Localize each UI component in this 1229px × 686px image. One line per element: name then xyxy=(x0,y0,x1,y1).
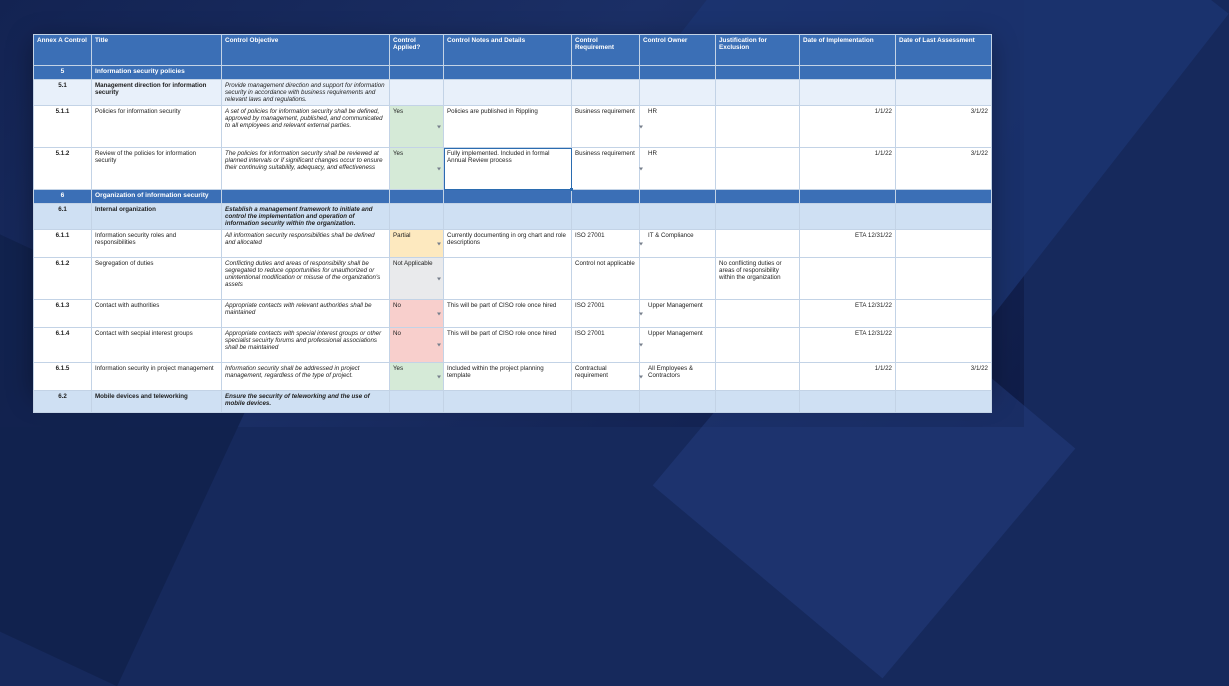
cell-control-owner[interactable] xyxy=(640,363,716,391)
spreadsheet-sheet[interactable] xyxy=(33,34,991,407)
cell-control-applied-dropdown[interactable] xyxy=(390,300,444,328)
cell-control-applied-dropdown[interactable] xyxy=(390,106,444,148)
cell-control-notes[interactable]: Currently documenting in org chart and role descriptions xyxy=(444,230,572,258)
chevron-down-icon[interactable] xyxy=(639,125,643,128)
cell-control-applied-dropdown[interactable] xyxy=(390,258,444,300)
cell-control-applied-dropdown[interactable] xyxy=(390,328,444,363)
chevron-down-icon[interactable] xyxy=(437,312,441,315)
table-row[interactable] xyxy=(34,258,992,300)
cell-title[interactable]: Information security policies xyxy=(92,66,222,80)
column-header-control-objective[interactable]: Control Objective xyxy=(222,35,390,66)
control-owner-value: HR xyxy=(648,150,657,157)
cell-control-requirement[interactable]: ISO 27001 xyxy=(572,230,640,258)
control-owner-value: IT & Compliance xyxy=(648,232,694,239)
cell-title[interactable]: Management direction for information security xyxy=(92,80,222,106)
cell-date-of-last-assessment[interactable]: 3/1/22 xyxy=(896,148,992,190)
cell-control-notes[interactable] xyxy=(444,391,572,413)
chevron-down-icon[interactable] xyxy=(437,125,441,128)
control-owner-value: All Employees & Contractors xyxy=(648,365,694,379)
table-row[interactable] xyxy=(34,363,992,391)
cell-date-of-implementation[interactable]: 1/1/22 xyxy=(800,363,896,391)
cell-date-of-last-assessment[interactable]: 3/1/22 xyxy=(896,106,992,148)
cell-control-objective[interactable]: Information security shall be addressed in project management, regardless of the type of project. xyxy=(222,363,390,391)
cell-control-notes[interactable] xyxy=(444,66,572,80)
cell-justification-for-exclusion[interactable] xyxy=(716,363,800,391)
cell-justification-for-exclusion[interactable]: No conflicting duties or areas of responsibility within the organization xyxy=(716,258,800,300)
cell-control-owner[interactable] xyxy=(640,66,716,80)
cell-control-requirement[interactable] xyxy=(572,66,640,80)
cell-control-requirement[interactable] xyxy=(572,80,640,106)
cell-annex-control-number[interactable]: 6.1.3 xyxy=(34,300,92,328)
chevron-down-icon[interactable] xyxy=(437,277,441,280)
column-header-control-applied[interactable]: Control Applied? xyxy=(390,35,444,66)
column-header-control-owner[interactable]: Control Owner xyxy=(640,35,716,66)
cell-control-notes[interactable]: This will be part of CISO role once hired xyxy=(444,328,572,363)
column-header-date-of-implementation[interactable]: Date of Implementation xyxy=(800,35,896,66)
control-owner-value: HR xyxy=(648,108,657,115)
cell-control-applied-dropdown[interactable] xyxy=(390,230,444,258)
cell-title[interactable]: Information security in project management xyxy=(92,363,222,391)
chevron-down-icon[interactable] xyxy=(639,312,643,315)
cell-date-of-implementation[interactable]: ETA 12/31/22 xyxy=(800,300,896,328)
table-row[interactable] xyxy=(34,300,992,328)
cell-control-applied-dropdown[interactable] xyxy=(390,190,444,204)
cell-date-of-implementation[interactable] xyxy=(800,204,896,230)
cell-justification-for-exclusion[interactable] xyxy=(716,204,800,230)
chevron-down-icon[interactable] xyxy=(437,167,441,170)
chevron-down-icon[interactable] xyxy=(639,344,643,347)
table-row[interactable] xyxy=(34,391,992,413)
cell-annex-control-number[interactable]: 6.1 xyxy=(34,204,92,230)
cell-date-of-implementation[interactable]: 1/1/22 xyxy=(800,106,896,148)
control-owner-value: Upper Management xyxy=(648,330,703,337)
table-row[interactable] xyxy=(34,148,992,190)
cell-control-requirement[interactable] xyxy=(572,391,640,413)
cell-date-of-last-assessment[interactable]: 3/1/22 xyxy=(896,363,992,391)
cell-control-objective[interactable]: Appropriate contacts with relevant authorities shall be maintained xyxy=(222,300,390,328)
cell-control-owner[interactable] xyxy=(640,80,716,106)
cell-date-of-last-assessment[interactable] xyxy=(896,300,992,328)
column-header-control-notes[interactable]: Control Notes and Details xyxy=(444,35,572,66)
column-header-title[interactable]: Title xyxy=(92,35,222,66)
cell-date-of-last-assessment[interactable] xyxy=(896,258,992,300)
cell-control-objective[interactable]: The policies for information security shall be reviewed at planned intervals or if significant changes occur to ensure their continuing suitability, adequacy, and effectiveness xyxy=(222,148,390,190)
cell-date-of-last-assessment[interactable] xyxy=(896,328,992,363)
cell-date-of-last-assessment[interactable] xyxy=(896,230,992,258)
cell-control-applied-dropdown[interactable] xyxy=(390,391,444,413)
column-header-justification-for-exclusion[interactable]: Justification for Exclusion xyxy=(716,35,800,66)
control-applied-value: No xyxy=(393,330,401,337)
control-applied-value: Yes xyxy=(393,150,404,157)
cell-date-of-last-assessment[interactable] xyxy=(896,391,992,413)
cell-control-requirement[interactable] xyxy=(572,204,640,230)
cell-control-notes[interactable]: Included within the project planning template xyxy=(444,363,572,391)
cell-justification-for-exclusion[interactable] xyxy=(716,66,800,80)
column-header-date-of-last-assessment[interactable]: Date of Last Assessment xyxy=(896,35,992,66)
cell-control-objective[interactable]: Appropriate contacts with special interest groups or other specialist secuirty forums and professional associations shall be maintained xyxy=(222,328,390,363)
cell-control-applied-dropdown[interactable] xyxy=(390,66,444,80)
chevron-down-icon[interactable] xyxy=(639,242,643,245)
chevron-down-icon[interactable] xyxy=(639,375,643,378)
cell-justification-for-exclusion[interactable] xyxy=(716,106,800,148)
cell-control-objective[interactable]: Establish a management framework to initiate and control the implementation and operation of information security within the organization. xyxy=(222,204,390,230)
cell-justification-for-exclusion[interactable] xyxy=(716,230,800,258)
cell-control-notes[interactable] xyxy=(444,190,572,204)
cell-justification-for-exclusion[interactable] xyxy=(716,328,800,363)
cell-date-of-implementation[interactable]: 1/1/22 xyxy=(800,148,896,190)
cell-title[interactable]: Information security roles and responsibilities xyxy=(92,230,222,258)
control-applied-value: Not Applicable xyxy=(393,260,433,267)
cell-control-requirement[interactable]: ISO 27001 xyxy=(572,300,640,328)
cell-justification-for-exclusion[interactable] xyxy=(716,148,800,190)
cell-control-requirement[interactable]: Control not applicable xyxy=(572,258,640,300)
cell-date-of-implementation[interactable] xyxy=(800,66,896,80)
cell-control-applied-dropdown[interactable] xyxy=(390,80,444,106)
cell-control-applied-dropdown[interactable] xyxy=(390,363,444,391)
cell-title[interactable]: Contact with authorities xyxy=(92,300,222,328)
cell-annex-control-number[interactable]: 5 xyxy=(34,66,92,80)
chevron-down-icon[interactable] xyxy=(437,242,441,245)
cell-date-of-last-assessment[interactable] xyxy=(896,66,992,80)
control-owner-value: Upper Management xyxy=(648,302,703,309)
cell-control-notes[interactable] xyxy=(444,204,572,230)
control-applied-value: Yes xyxy=(393,365,404,372)
chevron-down-icon[interactable] xyxy=(639,167,643,170)
cell-justification-for-exclusion[interactable] xyxy=(716,391,800,413)
cell-annex-control-number[interactable]: 5.1.1 xyxy=(34,106,92,148)
cell-date-of-last-assessment[interactable] xyxy=(896,80,992,106)
cell-control-objective[interactable]: Conflicting duties and areas of responsibility shall be segregated to reduce opportunities for unauthorized or unintentional modification or misuse of the organization's assets xyxy=(222,258,390,300)
table-row[interactable] xyxy=(34,66,992,80)
cell-control-notes[interactable] xyxy=(444,80,572,106)
cell-annex-control-number[interactable]: 6.1.4 xyxy=(34,328,92,363)
cell-date-of-implementation[interactable]: ETA 12/31/22 xyxy=(800,328,896,363)
cell-control-objective[interactable]: All information security responsibilities shall be defined and allocated xyxy=(222,230,390,258)
cell-date-of-implementation[interactable] xyxy=(800,190,896,204)
cell-control-requirement[interactable] xyxy=(572,190,640,204)
table-row[interactable] xyxy=(34,106,992,148)
table-row[interactable] xyxy=(34,204,992,230)
header-row xyxy=(34,35,992,66)
cell-control-objective[interactable]: Ensure the security of teleworking and the use of mobile devices. xyxy=(222,391,390,413)
cell-title[interactable]: Segregation of duties xyxy=(92,258,222,300)
table-row[interactable] xyxy=(34,328,992,363)
cell-title[interactable]: Policies for information security xyxy=(92,106,222,148)
cell-justification-for-exclusion[interactable] xyxy=(716,300,800,328)
annex-a-controls-table[interactable] xyxy=(33,34,992,413)
cell-control-owner[interactable] xyxy=(640,328,716,363)
cell-control-requirement[interactable]: Business requirement xyxy=(572,148,640,190)
cell-control-objective[interactable] xyxy=(222,66,390,80)
cell-justification-for-exclusion[interactable] xyxy=(716,190,800,204)
cell-control-notes[interactable]: This will be part of CISO role once hired xyxy=(444,300,572,328)
cell-control-owner[interactable] xyxy=(640,106,716,148)
chevron-down-icon[interactable] xyxy=(437,375,441,378)
cell-control-requirement[interactable]: Business requirement xyxy=(572,106,640,148)
cell-justification-for-exclusion[interactable] xyxy=(716,80,800,106)
cell-control-notes[interactable]: Fully implemented. Included in formal Annual Review process xyxy=(444,148,572,190)
cell-title[interactable]: Organization of information security xyxy=(92,190,222,204)
cell-date-of-last-assessment[interactable] xyxy=(896,204,992,230)
cell-control-owner[interactable] xyxy=(640,300,716,328)
cell-control-owner[interactable] xyxy=(640,230,716,258)
cell-control-applied-dropdown[interactable] xyxy=(390,148,444,190)
cell-control-applied-dropdown[interactable] xyxy=(390,204,444,230)
cell-control-owner[interactable] xyxy=(640,190,716,204)
cell-annex-control-number[interactable]: 6 xyxy=(34,190,92,204)
cell-annex-control-number[interactable]: 5.1 xyxy=(34,80,92,106)
table-body[interactable] xyxy=(34,66,992,413)
control-applied-value: No xyxy=(393,302,401,309)
cell-date-of-implementation[interactable] xyxy=(800,80,896,106)
control-applied-value: Partial xyxy=(393,232,411,239)
table-row[interactable] xyxy=(34,190,992,204)
cell-control-objective[interactable]: Provide management direction and support for information security in accordance with business requirements and relevant laws and regulations. xyxy=(222,80,390,106)
cell-annex-control-number[interactable]: 6.1.5 xyxy=(34,363,92,391)
cell-date-of-implementation[interactable] xyxy=(800,258,896,300)
chevron-down-icon[interactable] xyxy=(437,344,441,347)
cell-annex-control-number[interactable]: 5.1.2 xyxy=(34,148,92,190)
column-header-annex-a-control[interactable]: Annex A Control xyxy=(34,35,92,66)
cell-annex-control-number[interactable]: 6.1.2 xyxy=(34,258,92,300)
cell-annex-control-number[interactable]: 6.2 xyxy=(34,391,92,413)
cell-annex-control-number[interactable]: 6.1.1 xyxy=(34,230,92,258)
cell-date-of-last-assessment[interactable] xyxy=(896,190,992,204)
cell-control-objective[interactable] xyxy=(222,190,390,204)
table-header xyxy=(34,35,992,66)
column-header-control-requirement[interactable]: Control Requirement xyxy=(572,35,640,66)
cell-title[interactable]: Internal organization xyxy=(92,204,222,230)
cell-control-owner[interactable] xyxy=(640,391,716,413)
table-row[interactable] xyxy=(34,80,992,106)
cell-control-owner[interactable] xyxy=(640,258,716,300)
cell-date-of-implementation[interactable] xyxy=(800,391,896,413)
cell-control-requirement[interactable]: ISO 27001 xyxy=(572,328,640,363)
cell-control-notes[interactable]: Policies are published in Rippling xyxy=(444,106,572,148)
cell-control-requirement[interactable]: Contractual requirement xyxy=(572,363,640,391)
cell-control-objective[interactable]: A set of policies for information security shall be defined, approved by management, published, and communicated to all employees and relevant external parties. xyxy=(222,106,390,148)
cell-title[interactable]: Mobile devices and teleworking xyxy=(92,391,222,413)
cell-control-owner[interactable] xyxy=(640,148,716,190)
cell-control-owner[interactable] xyxy=(640,204,716,230)
cell-date-of-implementation[interactable]: ETA 12/31/22 xyxy=(800,230,896,258)
cell-title[interactable]: Contact with secpial interest groups xyxy=(92,328,222,363)
cell-control-notes[interactable] xyxy=(444,258,572,300)
cell-title[interactable]: Review of the policies for information security xyxy=(92,148,222,190)
table-row[interactable] xyxy=(34,230,992,258)
control-applied-value: Yes xyxy=(393,108,404,115)
